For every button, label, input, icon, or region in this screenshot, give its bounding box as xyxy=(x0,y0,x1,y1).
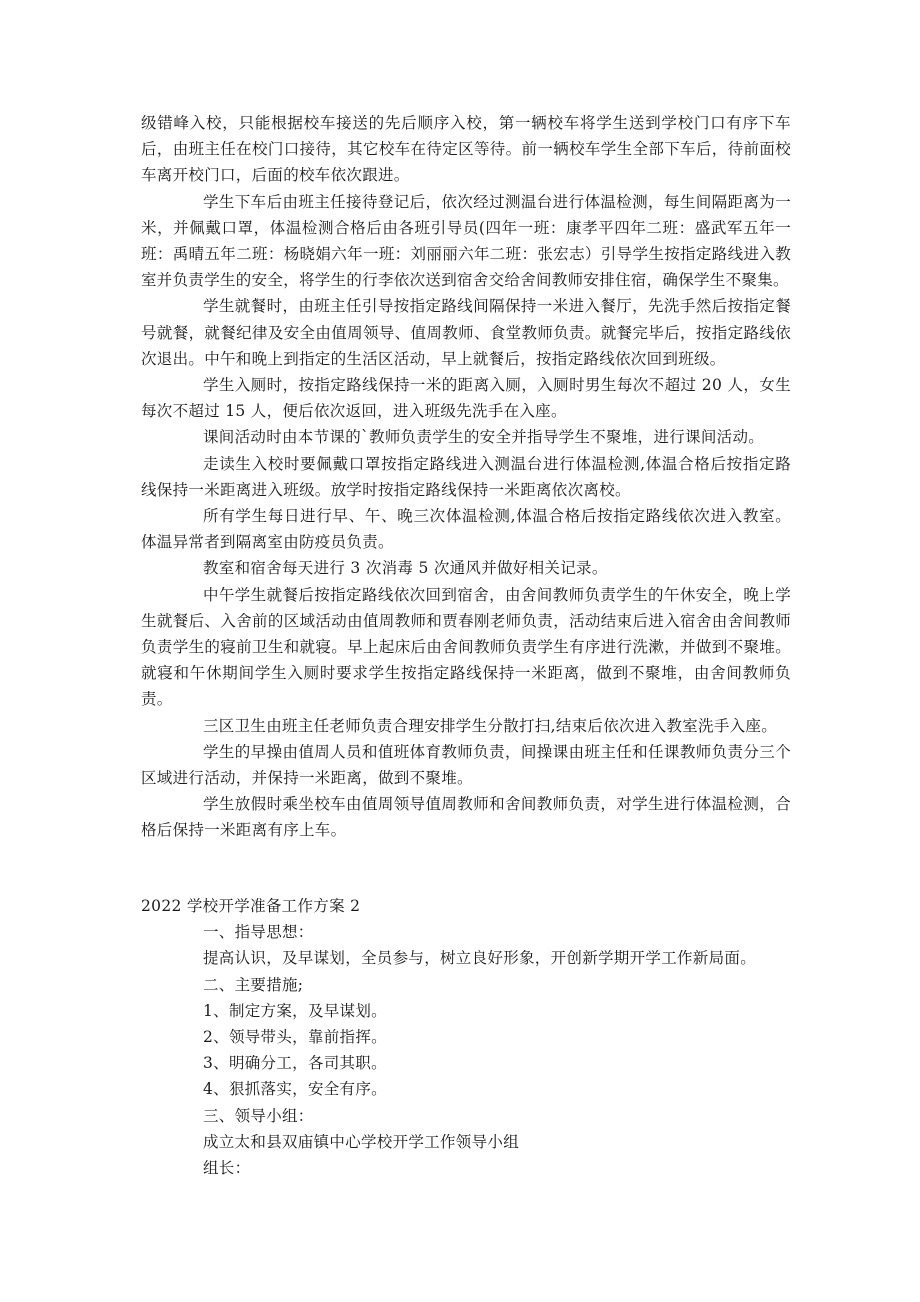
leadership-group-text: 成立太和县双庙镇中心学校开学工作领导小组 xyxy=(203,1132,520,1151)
measure-item: 3、明确分工，各司其职。 xyxy=(203,1054,387,1073)
section1-body xyxy=(141,110,791,844)
paragraph-arrival-check: 学生下车后由班主任接待登记后，依次经过测温台进行体温检测，每生间隔距离为一米，并佩戴口罩，体温检测合格后由各班引导员(四年一班：康孝平四年二班：盛武军五年一班：禹晴五年二班：杨晓娟六年一班：刘丽丽六年二班：张宏志）引导学生按指定路线进入教室并负责学生的安全，将学生的行李依次送到宿舍交给舍间教师安排住宿，确保学生不聚集。 xyxy=(141,192,791,290)
measure-item: 2、领导带头，靠前指挥。 xyxy=(203,1028,387,1047)
paragraph-day-students: 走读生入校时要佩戴口罩按指定路线进入测温台进行体温检测,体温合格后按指定路线保持一米距离进入班级。放学时按指定路线保持一米距离依次离校。 xyxy=(141,454,791,499)
paragraph-continuation: 级错峰入校，只能根据校车接送的先后顺序入校，第一辆校车将学生送到学校门口有序下车后，由班主任在校门口接待，其它校车在待定区等待。前一辆校车学生全部下车后，待前面校车离开校门口，后面的校车依次跟进。 xyxy=(141,114,791,185)
section2-title: 2022 学校开学准备工作方案 2 xyxy=(141,897,361,915)
paragraph-dining: 学生就餐时，由班主任引导按指定路线间隔保持一米进入餐厅，先洗手然后按指定餐号就餐，就餐纪律及安全由值周领导、值周教师、食堂教师负责。就餐完毕后，按指定路线依次退出。中午和晚上到指定的生活区活动，早上就餐后，按指定路线依次回到班级。 xyxy=(141,297,791,368)
paragraph-restroom: 学生入厕时，按指定路线保持一米的距离入厕，入厕时男生每次不超过 20 人，女生每次不超过 15 人，便后依次返回，进入班级先洗手在入座。 xyxy=(141,376,791,421)
paragraph-temperature: 所有学生每日进行早、午、晚三次体温检测,体温合格后按指定路线依次进入教室。体温异常者到隔离室由防疫员负责。 xyxy=(141,507,791,552)
paragraph-dormitory: 中午学生就餐后按指定路线依次回到宿舍，由舍间教师负责学生的午休安全，晚上学生就餐后、入舍前的区域活动由值周教师和贾春刚老师负责，活动结束后进入宿舍由舍间教师负责学生的寝前卫生和就寝。早上起床后由舍间教师负责学生有序进行洗漱，并做到不聚堆。就寝和午休期间学生入厕时要求学生按指定路线保持一米距离，做到不聚堆，由舍间教师负责。 xyxy=(141,585,791,709)
paragraph-cleaning: 三区卫生由班主任老师负责合理安排学生分散打扫,结束后依次进入教室洗手入座。 xyxy=(203,716,778,735)
heading-guiding-thought: 一、指导思想： xyxy=(203,923,314,942)
guiding-thought-text: 提高认识，及早谋划，全员参与，树立良好形象，开创新学期开学工作新局面。 xyxy=(203,949,757,968)
section2-body xyxy=(141,893,791,1181)
measure-item: 4、狠抓落实，安全有序。 xyxy=(203,1080,387,1099)
paragraph-exercise: 学生的早操由值周人员和值班体育教师负责，间操课由班主任和任课教师负责分三个区域进行活动，并保持一米距离，做到不聚堆。 xyxy=(141,742,791,788)
heading-leadership-group: 三、领导小组： xyxy=(203,1106,314,1125)
paragraph-disinfection: 教室和宿舍每天进行 3 次消毒 5 次通风并做好相关记录。 xyxy=(203,559,608,578)
measure-item: 1、制定方案，及早谋划。 xyxy=(203,1001,387,1020)
paragraph-break-activity: 课间活动时由本节课的`教师负责学生的安全并指导学生不聚堆，进行课间活动。 xyxy=(203,428,765,447)
heading-main-measures: 二、主要措施; xyxy=(203,975,304,994)
paragraph-holiday: 学生放假时乘坐校车由值周领导值周教师和舍间教师负责，对学生进行体温检测，合格后保持一米距离有序上车。 xyxy=(141,795,791,840)
leader-label: 组长： xyxy=(203,1159,251,1178)
